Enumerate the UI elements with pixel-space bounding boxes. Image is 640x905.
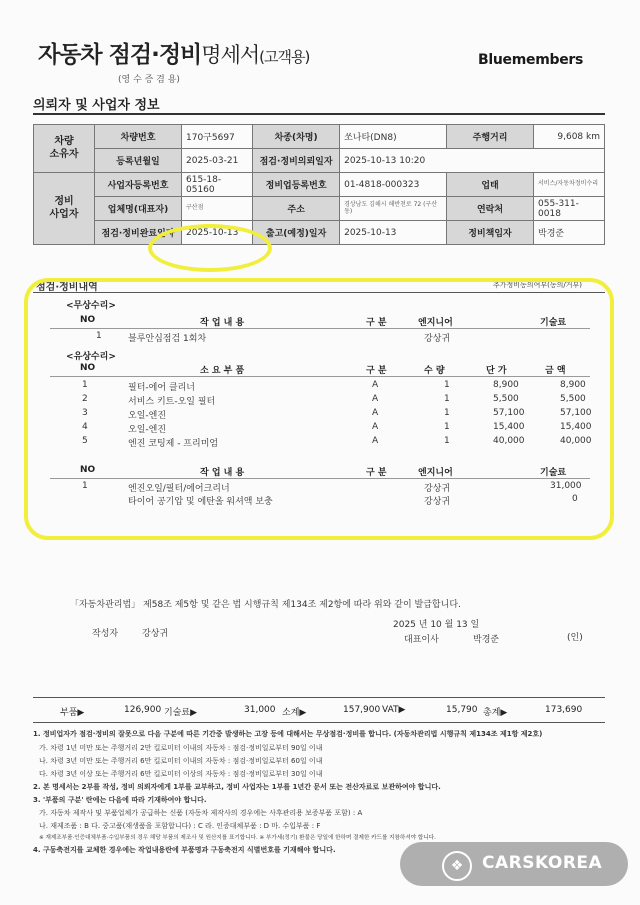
col-engineer: 엔지니어	[418, 468, 453, 478]
ceo-label: 대표이사	[404, 635, 439, 645]
part-row-amount: 57,100	[560, 408, 592, 418]
extra-consent-label: 추가정비동의여부(동의/거부)	[493, 281, 582, 289]
free-repair-title: <무상수리>	[66, 301, 116, 311]
col-no: NO	[80, 465, 96, 475]
note-1c: 다. 차령 3년 이상 또는 주행거리 6만 킬로미터 이상의 자동차 : 점검·정비일로부터 30일 이내	[39, 770, 323, 778]
col-engineer: 엔지니어	[418, 318, 453, 328]
note-1: 1. 정비업자가 점검·정비의 잘못으로 다음 구분에 따른 기간중 발생하는 고장 등에 대해서는 무상점검·정비를 합니다. (자동차관리법 시행규칙 제134조 제1항 제2호)	[33, 730, 543, 738]
mileage-label: 주행거리	[447, 125, 534, 149]
request-value: 2025-10-13 10:20	[340, 149, 605, 173]
part-row-name: 서비스 키트-오일 필터	[128, 397, 216, 407]
writer-label: 작성자	[92, 629, 119, 639]
labor-row-work: 엔진오일/필터/에어크리너	[128, 484, 230, 494]
col-type: 구 분	[366, 366, 387, 376]
part-row-type: A	[372, 408, 379, 418]
vat: 15,790	[446, 705, 478, 715]
part-row-no: 4	[82, 422, 88, 432]
issue-date: 2025 년 10 월 13 일	[393, 620, 480, 630]
note-1a: 가. 차령 1년 미만 또는 주행거리 2만 킬로미터 이내의 자동차 : 점검·정비일로부터 90일 이내	[39, 744, 323, 752]
grand-total-label: 총계▶	[483, 708, 508, 718]
part-row-name: 필터-에어 클리너	[128, 383, 195, 393]
labor-row-work: 타이어 공기압 및 에탄올 워셔액 보충	[128, 497, 273, 507]
phone-label: 연락처	[447, 197, 534, 221]
manager-label: 정비책임자	[447, 221, 534, 245]
complete-label: 점검·정비완료일자	[95, 221, 182, 245]
receipt-note: (영 수 증 겸 용)	[118, 75, 180, 85]
part-row-qty: 1	[444, 380, 450, 390]
part-row-name: 오일-엔진	[128, 411, 167, 421]
note-4: 4. 구동축전지를 교체한 경우에는 작업내용란에 부품명과 구동축전지 식별번호를 기재해야 합니다.	[33, 846, 336, 854]
company-label: 업체명(대표자)	[95, 197, 182, 221]
document-title: 자동차 점검·정비명세서(고객용)	[38, 42, 310, 68]
labor-total-label: 기술료▶	[164, 708, 198, 718]
col-amount: 금 액	[545, 366, 566, 376]
free-row-work: 블루안심점검 1회차	[128, 334, 207, 344]
labor-row-engineer: 강상귀	[424, 484, 451, 494]
reg-date-label: 등록년월일	[95, 149, 182, 173]
vat-label: VAT▶	[382, 705, 406, 715]
free-row-no: 1	[96, 331, 102, 341]
paid-repair-title: <유상수리>	[66, 352, 116, 362]
col-work: 작 업 내 용	[200, 468, 245, 478]
complete-value: 2025-10-13	[182, 221, 253, 245]
biz-type-value: 서비스/자동차정비수리	[534, 173, 605, 197]
part-row-no: 1	[82, 380, 88, 390]
info-table	[33, 124, 605, 245]
totals-rule-bottom	[33, 722, 605, 723]
note-3b: 나. 재제조품 : B 다. 중고품(재생품을 포함합니다) : C 라. 인증대체부품 : D 마. 수입부품 : F	[39, 822, 321, 830]
part-row-qty: 1	[444, 408, 450, 418]
labor-row-no: 1	[82, 481, 88, 491]
part-row-name: 엔진 코팅제 - 프리미엄	[128, 439, 219, 449]
note-2: 2. 본 명세서는 2부를 작성, 정비 의뢰자에게 1부를 교부하고, 정비 사업자는 1부를 1년간 문서 또는 전산자료로 보관하여야 합니다.	[33, 783, 441, 791]
col-labor: 기술료	[540, 318, 567, 328]
part-row-type: A	[372, 436, 379, 446]
detail-section-label: 점검·정비내역	[36, 282, 98, 293]
part-row-amount: 40,000	[560, 436, 592, 446]
info-row	[34, 173, 605, 197]
part-row-amount: 5,500	[560, 394, 586, 404]
seal-mark: (인)	[567, 633, 583, 643]
parts-total-label: 부품▶	[60, 708, 85, 718]
address-label: 주소	[253, 197, 340, 221]
info-row	[34, 197, 605, 221]
part-row-qty: 1	[444, 422, 450, 432]
mileage-value: 9,608 km	[534, 125, 605, 149]
col-labor: 기술료	[540, 468, 567, 478]
labor-row-fee: 0	[572, 494, 578, 504]
release-label: 출고(예정)일자	[253, 221, 340, 245]
part-row-name: 오일-엔진	[128, 425, 167, 435]
part-row-qty: 1	[444, 436, 450, 446]
col-unit: 단 가	[486, 366, 507, 376]
part-row-type: A	[372, 380, 379, 390]
highlight-box	[24, 278, 614, 540]
parts-total: 126,900	[124, 705, 162, 715]
part-row-qty: 1	[444, 394, 450, 404]
note-3: 3. '부품의 구분' 란에는 다음에 따라 기재하여야 합니다.	[33, 796, 207, 804]
part-row-unit-price: 40,000	[493, 436, 525, 446]
part-row-unit-price: 57,100	[493, 408, 525, 418]
reg-date-value: 2025-03-21	[182, 149, 253, 173]
subtotal-label: 소계▶	[282, 708, 307, 718]
biz-no-value: 615-18-05160	[182, 173, 253, 197]
part-row-type: A	[372, 422, 379, 432]
subtotal: 157,900	[343, 705, 381, 715]
car-no-label: 차량번호	[95, 125, 182, 149]
grand-total: 173,690	[545, 705, 583, 715]
labor-total: 31,000	[244, 705, 276, 715]
ceo-name: 박경준	[473, 635, 500, 645]
address-value: 경상남도 김해시 해반천로 72 (구산동)	[340, 197, 447, 221]
legal-statement: 「자동차관리법」 제58조 제5항 및 같은 법 시행규칙 제134조 제2항에 따라 위와 같이 발급합니다.	[70, 600, 461, 610]
col-parts: 소 요 부 품	[200, 366, 245, 376]
col-no: NO	[80, 315, 96, 325]
col-type: 구 분	[366, 468, 387, 478]
info-row	[34, 221, 605, 245]
model-label: 차종(차명)	[253, 125, 340, 149]
info-row	[34, 149, 605, 173]
repair-reg-label: 정비업등록번호	[253, 173, 340, 197]
highlight-oval	[148, 224, 272, 272]
car-no-value: 170구5697	[182, 125, 253, 149]
col-no: NO	[80, 363, 96, 373]
carskorea-logo-icon: ❖	[442, 851, 472, 881]
biz-type-label: 업태	[447, 173, 534, 197]
part-row-amount: 8,900	[560, 380, 586, 390]
part-row-no: 5	[82, 436, 88, 446]
part-row-no: 2	[82, 394, 88, 404]
company-value: 구산점	[182, 197, 253, 221]
info-row	[34, 125, 605, 149]
manager-value: 박경준	[534, 221, 605, 245]
section-rule	[33, 113, 605, 115]
labor-row-engineer: 강상귀	[424, 497, 451, 507]
labor-row-fee: 31,000	[550, 481, 582, 491]
part-row-unit-price: 8,900	[493, 380, 519, 390]
part-row-amount: 15,400	[560, 422, 592, 432]
repair-group-label: 정비 사업자	[34, 173, 95, 245]
col-qty: 수 량	[424, 366, 445, 376]
totals-rule-top	[33, 697, 605, 698]
note-3c: ※ 재제조부품·인증대체부품·수입부품의 경우 해당 부품의 제조사 및 원산지를 표기합니다. ※ 부가세(정기) 환불은 당일에 한하며 결제한 카드를 지참하셔야 합니다.	[39, 835, 436, 841]
watermark-text: CARSKOREA	[482, 853, 603, 873]
request-label: 점검·정비의뢰일자	[253, 149, 340, 173]
brand-logo: Bluemembers	[478, 52, 584, 68]
part-row-unit-price: 5,500	[493, 394, 519, 404]
note-1b: 나. 차령 3년 미만 또는 주행거리 6만 킬로미터 이내의 자동차 : 점검·정비일로부터 60일 이내	[39, 757, 323, 765]
note-3a: 가. 자동차 제작사 및 부품업체가 공급하는 신품 (자동차 제작사의 경우에는 사후관리용 보증부품 포함) : A	[39, 809, 363, 817]
phone-value: 055-311-0018	[534, 197, 605, 221]
col-work: 작 업 내 용	[200, 318, 245, 328]
owner-group-label: 차량 소유자	[34, 125, 95, 173]
free-row-engineer: 강상귀	[424, 334, 451, 344]
part-row-type: A	[372, 394, 379, 404]
writer-name: 강상귀	[142, 629, 169, 639]
biz-no-label: 사업자등록번호	[95, 173, 182, 197]
section-title-requester: 의뢰자 및 사업자 정보	[33, 98, 160, 113]
part-row-unit-price: 15,400	[493, 422, 525, 432]
release-value: 2025-10-13	[340, 221, 447, 245]
part-row-no: 3	[82, 408, 88, 418]
col-type: 구 분	[366, 318, 387, 328]
model-value: 쏘나타(DN8)	[340, 125, 447, 149]
repair-reg-value: 01-4818-000323	[340, 173, 447, 197]
